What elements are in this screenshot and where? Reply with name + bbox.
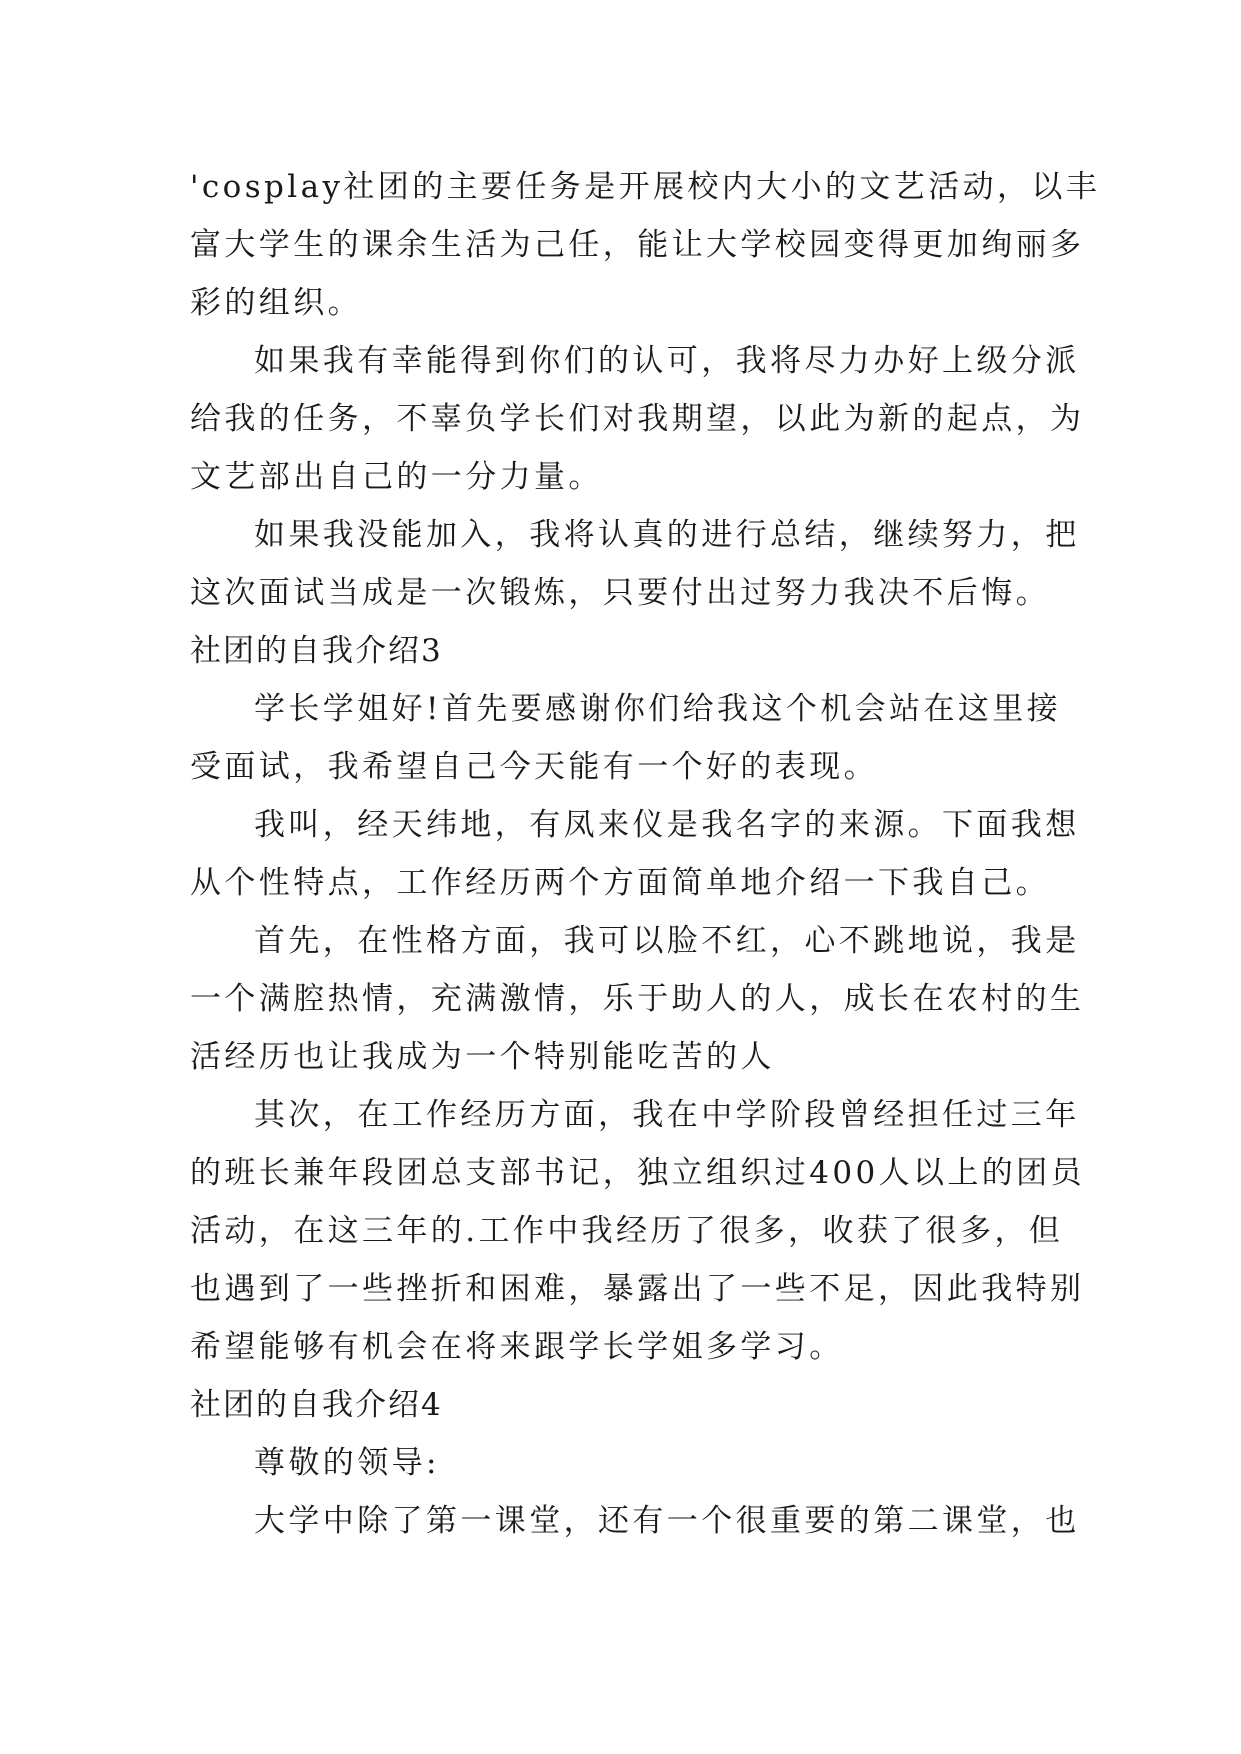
paragraph-line: 受面试，我希望自己今天能有一个好的表现。 <box>190 749 878 785</box>
paragraph-line: 如果我没能加入，我将认真的进行总结，继续努力，把 <box>254 517 1080 553</box>
paragraph-line: 从个性特点，工作经历两个方面简单地介绍一下我自己。 <box>190 865 1050 901</box>
section-heading: 社团的自我介绍4 <box>190 1387 443 1423</box>
paragraph-line: 学长学姐好!首先要感谢你们给我这个机会站在这里接 <box>254 691 1062 727</box>
salutation: 尊敬的领导: <box>254 1445 440 1481</box>
paragraph-line: 大学中除了第一课堂，还有一个很重要的第二课堂，也 <box>254 1503 1080 1539</box>
paragraph-line: 活经历也让我成为一个特别能吃苦的人 <box>190 1039 775 1075</box>
paragraph-line: 富大学生的课余生活为己任，能让大学校园变得更加绚丽多 <box>190 227 1085 263</box>
document-body <box>190 158 1101 1550</box>
paragraph-line: 希望能够有机会在将来跟学长学姐多学习。 <box>190 1329 844 1365</box>
paragraph-line: 首先，在性格方面，我可以脸不红，心不跳地说，我是 <box>254 923 1080 959</box>
paragraph-line: 这次面试当成是一次锻炼，只要付出过努力我决不后悔。 <box>190 575 1050 611</box>
paragraph-line: 活动，在这三年的.工作中我经历了很多，收获了很多，但 <box>190 1213 1064 1249</box>
paragraph-line: 其次，在工作经历方面，我在中学阶段曾经担任过三年 <box>254 1097 1080 1133</box>
paragraph-line: 彩的组织。 <box>190 285 362 321</box>
paragraph-line: 'cosplay社团的主要任务是开展校内大小的文艺活动，以丰 <box>190 169 1101 205</box>
paragraph-line: 一个满腔热情，充满激情，乐于助人的人，成长在农村的生 <box>190 981 1085 1017</box>
paragraph-line: 我叫，经天纬地，有凤来仪是我名字的来源。下面我想 <box>254 807 1080 843</box>
paragraph-line: 文艺部出自己的一分力量。 <box>190 459 603 495</box>
paragraph-line: 也遇到了一些挫折和困难，暴露出了一些不足，因此我特别 <box>190 1271 1085 1307</box>
paragraph-line: 的班长兼年段团总支部书记，独立组织过400人以上的团员 <box>190 1155 1085 1191</box>
paragraph-line: 给我的任务，不辜负学长们对我期望，以此为新的起点，为 <box>190 401 1085 437</box>
paragraph-line: 如果我有幸能得到你们的认可，我将尽力办好上级分派 <box>254 343 1080 379</box>
section-heading: 社团的自我介绍3 <box>190 633 443 669</box>
